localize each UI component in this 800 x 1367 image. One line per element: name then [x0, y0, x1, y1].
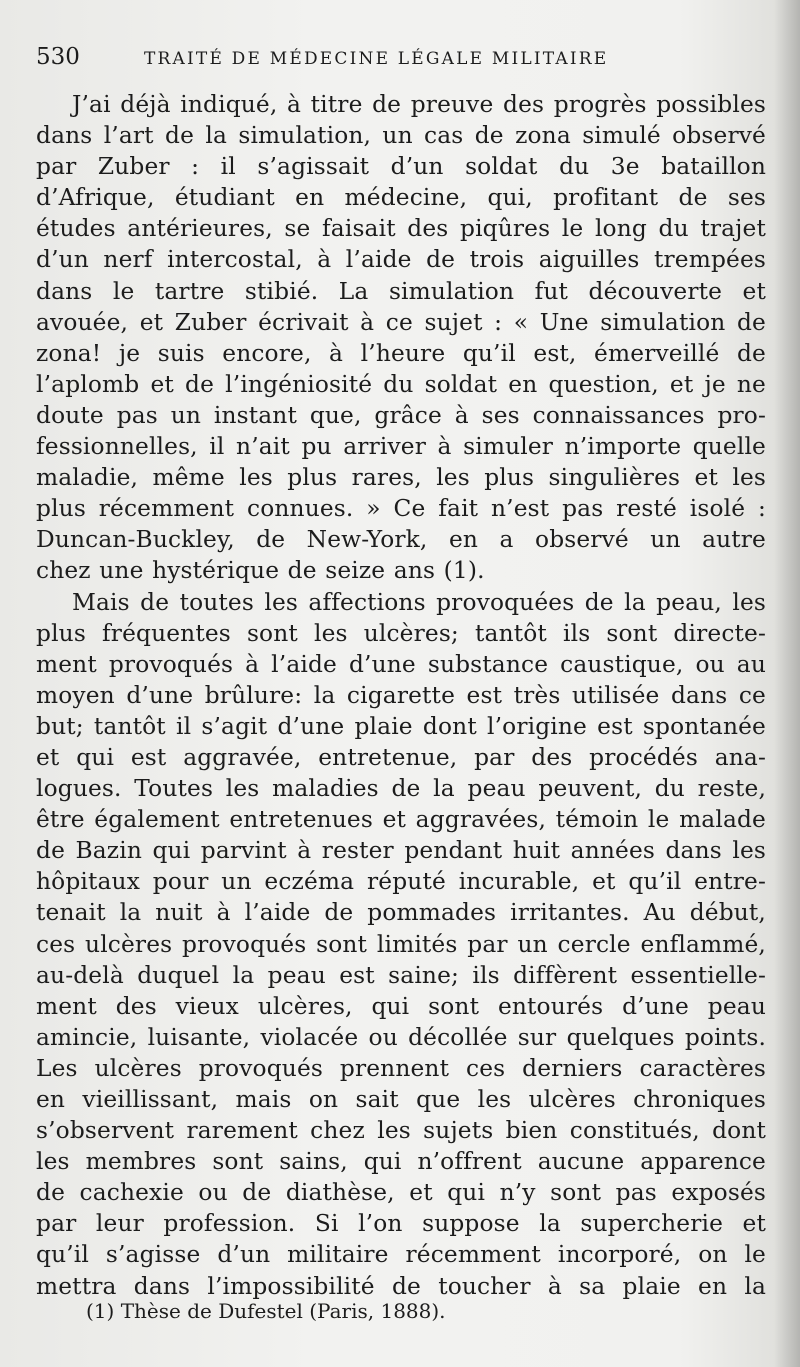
text-line: de Bazin qui parvint à rester pendant huit années dans les [36, 837, 766, 865]
text-line: par leur profession. Si l’on suppose la supercherie et [36, 1210, 766, 1238]
text-line: moyen d’une brûlure: la cigarette est très utilisée dans ce [36, 681, 766, 709]
text-line: amincie, luisante, violacée ou décollée sur quelques points. [36, 1023, 766, 1051]
footnote: (1) Thèse de Dufestel (Paris, 1888). [86, 1299, 446, 1323]
text-line: dans le tartre stibié. La simulation fut découverte et [36, 277, 766, 305]
text-line: et qui est aggravée, entretenue, par des procédés ana- [36, 743, 766, 771]
text-line: ment des vieux ulcères, qui sont entourés d’une peau [36, 992, 766, 1020]
text-line: J’ai déjà indiqué, à titre de preuve des progrès possibles [72, 91, 766, 118]
text-line: qu’il s’agisse d’un militaire récemment incorporé, on le [36, 1241, 766, 1269]
running-title: TRAITÉ DE MÉDECINE LÉGALE MILITAIRE [144, 49, 609, 69]
text-line: plus fréquentes sont les ulcères; tantôt ils sont directe- [36, 619, 766, 647]
body-text [36, 89, 766, 1302]
text-line: Les ulcères provoqués prennent ces derniers caractères [36, 1054, 766, 1082]
text-line: logues. Toutes les maladies de la peau peuvent, du reste, [36, 775, 766, 803]
text-line: zona! je suis encore, à l’heure qu’il est, émerveillé de [36, 339, 766, 367]
text-line: maladie, même les plus rares, les plus singulières et les [36, 464, 766, 492]
text-line: au-delà duquel la peau est saine; ils diffèrent essentielle- [36, 961, 766, 989]
text-line: ment provoqués à l’aide d’une substance caustique, ou au [36, 650, 766, 678]
text-line: tenait la nuit à l’aide de pommades irritantes. Au début, [36, 899, 766, 927]
text-line: plus récemment connues. » Ce fait n’est pas resté isolé : [36, 495, 766, 523]
text-line: être également entretenues et aggravées, témoin le malade [36, 806, 766, 834]
text-line: études antérieures, se faisait des piqûres le long du trajet [36, 215, 766, 243]
text-line: hôpitaux pour un eczéma réputé incurable, et qu’il entre- [36, 868, 766, 896]
text-line: en vieillissant, mais on sait que les ulcères chroniques [36, 1086, 766, 1113]
text-line: d’un nerf intercostal, à l’aide de trois aiguilles trempées [36, 246, 766, 274]
text-line: ces ulcères provoqués sont limités par un cercle enflammé, [36, 930, 766, 958]
page-edge-shadow [774, 0, 800, 1367]
text-line: de cachexie ou de diathèse, et qui n’y sont pas exposés [36, 1179, 766, 1207]
text-line: chez une hystérique de seize ans (1). [36, 557, 485, 585]
text-line: fessionnelles, il n’ait pu arriver à simuler n’importe quelle [36, 433, 766, 461]
text-line: Mais de toutes les affections provoquées de la peau, les [72, 588, 766, 616]
text-line: par Zuber : il s’agissait d’un soldat du 3e bataillon [36, 153, 766, 181]
text-line: les membres sont sains, qui n’offrent aucune apparence [36, 1148, 766, 1176]
text-line: Duncan-Buckley, de New-York, en a observé un autre [36, 526, 766, 554]
page-header [36, 44, 766, 78]
text-line: mettra dans l’impossibilité de toucher à sa plaie en la [36, 1272, 766, 1300]
text-line: avouée, et Zuber écrivait à ce sujet : « Une simulation de [36, 308, 766, 336]
text-line: l’aplomb et de l’ingéniosité du soldat en question, et je ne [36, 370, 766, 398]
text-line: d’Afrique, étudiant en médecine, qui, profitant de ses [36, 184, 766, 212]
text-line: doute pas un instant que, grâce à ses connaissances pro- [36, 401, 766, 429]
text-line: but; tantôt il s’agit d’une plaie dont l’origine est spontanée [36, 712, 766, 740]
text-line: s’observent rarement chez les sujets bien constitués, dont [36, 1117, 766, 1145]
page-number: 530 [36, 44, 80, 70]
text-line: dans l’art de la simulation, un cas de zona simulé observé [36, 122, 766, 150]
